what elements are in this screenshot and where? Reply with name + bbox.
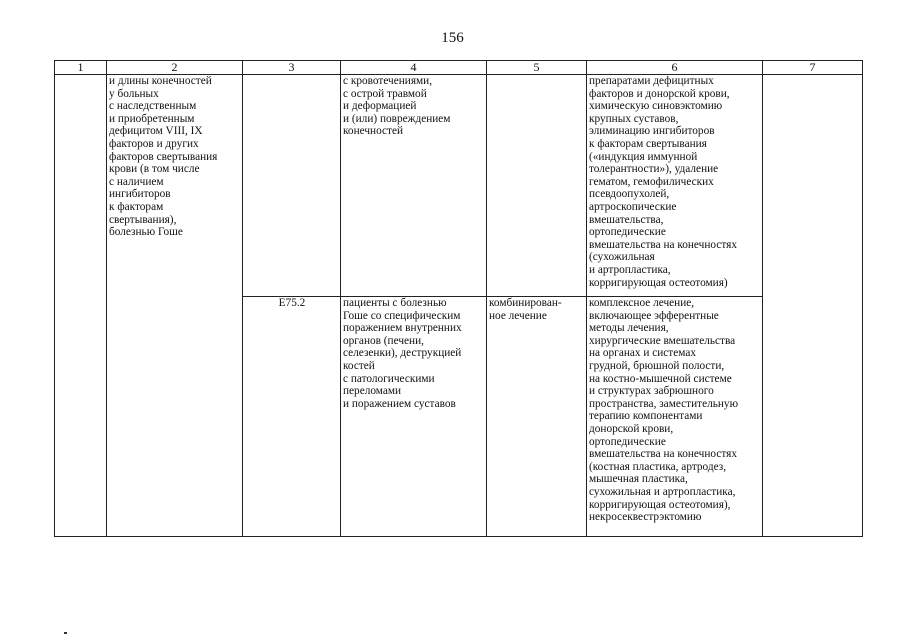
disease-profile-cell: и длины конечностей у больных с наследственным и приобретенным дефицитом VIII, IX факторов и других факторов свертывания крови (в том числе с наличием ингибиторов к факторам свертывания), болезнью Гоше bbox=[107, 75, 243, 537]
treatment-method-cell: комплексное лечение, включающее эфферентные методы лечения, хирургические вмешательства на органах и системах грудной, брюшной полости, на костно-мышечной системе и структурах забрюшного пространства, заместительную терапию компонентами донорской крови, ортопедические вмешательства на конечностях (костная пластика, артродез, мышечная пластика, сухожильная и артропластика, корригирующая остеотомия), некросеквестрэктомию bbox=[587, 297, 763, 537]
column-header-6: 6 bbox=[587, 61, 763, 75]
icd-code-cell: E75.2 bbox=[243, 297, 341, 537]
patient-model-cell: с кровотечениями, с острой травмой и деформацией и (или) повреждением конечностей bbox=[341, 75, 487, 297]
scan-speck bbox=[64, 632, 67, 634]
medical-care-table bbox=[54, 60, 863, 537]
column-header-1: 1 bbox=[55, 61, 107, 75]
column-header-5: 5 bbox=[487, 61, 587, 75]
page-number: 156 bbox=[441, 30, 464, 46]
column-header-4: 4 bbox=[341, 61, 487, 75]
treatment-type-cell: комбинирован- ное лечение bbox=[487, 297, 587, 537]
table-header-row bbox=[55, 61, 863, 75]
cost-cell bbox=[763, 75, 863, 537]
icd-code-cell bbox=[243, 75, 341, 297]
column-header-3: 3 bbox=[243, 61, 341, 75]
treatment-type-cell bbox=[487, 75, 587, 297]
column-header-2: 2 bbox=[107, 61, 243, 75]
patient-model-cell: пациенты с болезнью Гоше со специфическим поражением внутренних органов (печени, селезенки), деструкцией костей с патологическими переломами и поражением суставов bbox=[341, 297, 487, 537]
column-header-7: 7 bbox=[763, 61, 863, 75]
row-number-cell bbox=[55, 75, 107, 537]
table-row bbox=[55, 75, 863, 297]
treatment-method-cell: препаратами дефицитных факторов и донорской крови, химическую синовэктомию крупных суставов, элиминацию ингибиторов к факторам свертывания («индукция иммунной толерантности»), удаление гематом, гемофилических псевдоопухолей, артроскопические вмешательства, ортопедические вмешательства на конечностях (сухожильная и артропластика, корригирующая остеотомия) bbox=[587, 75, 763, 297]
